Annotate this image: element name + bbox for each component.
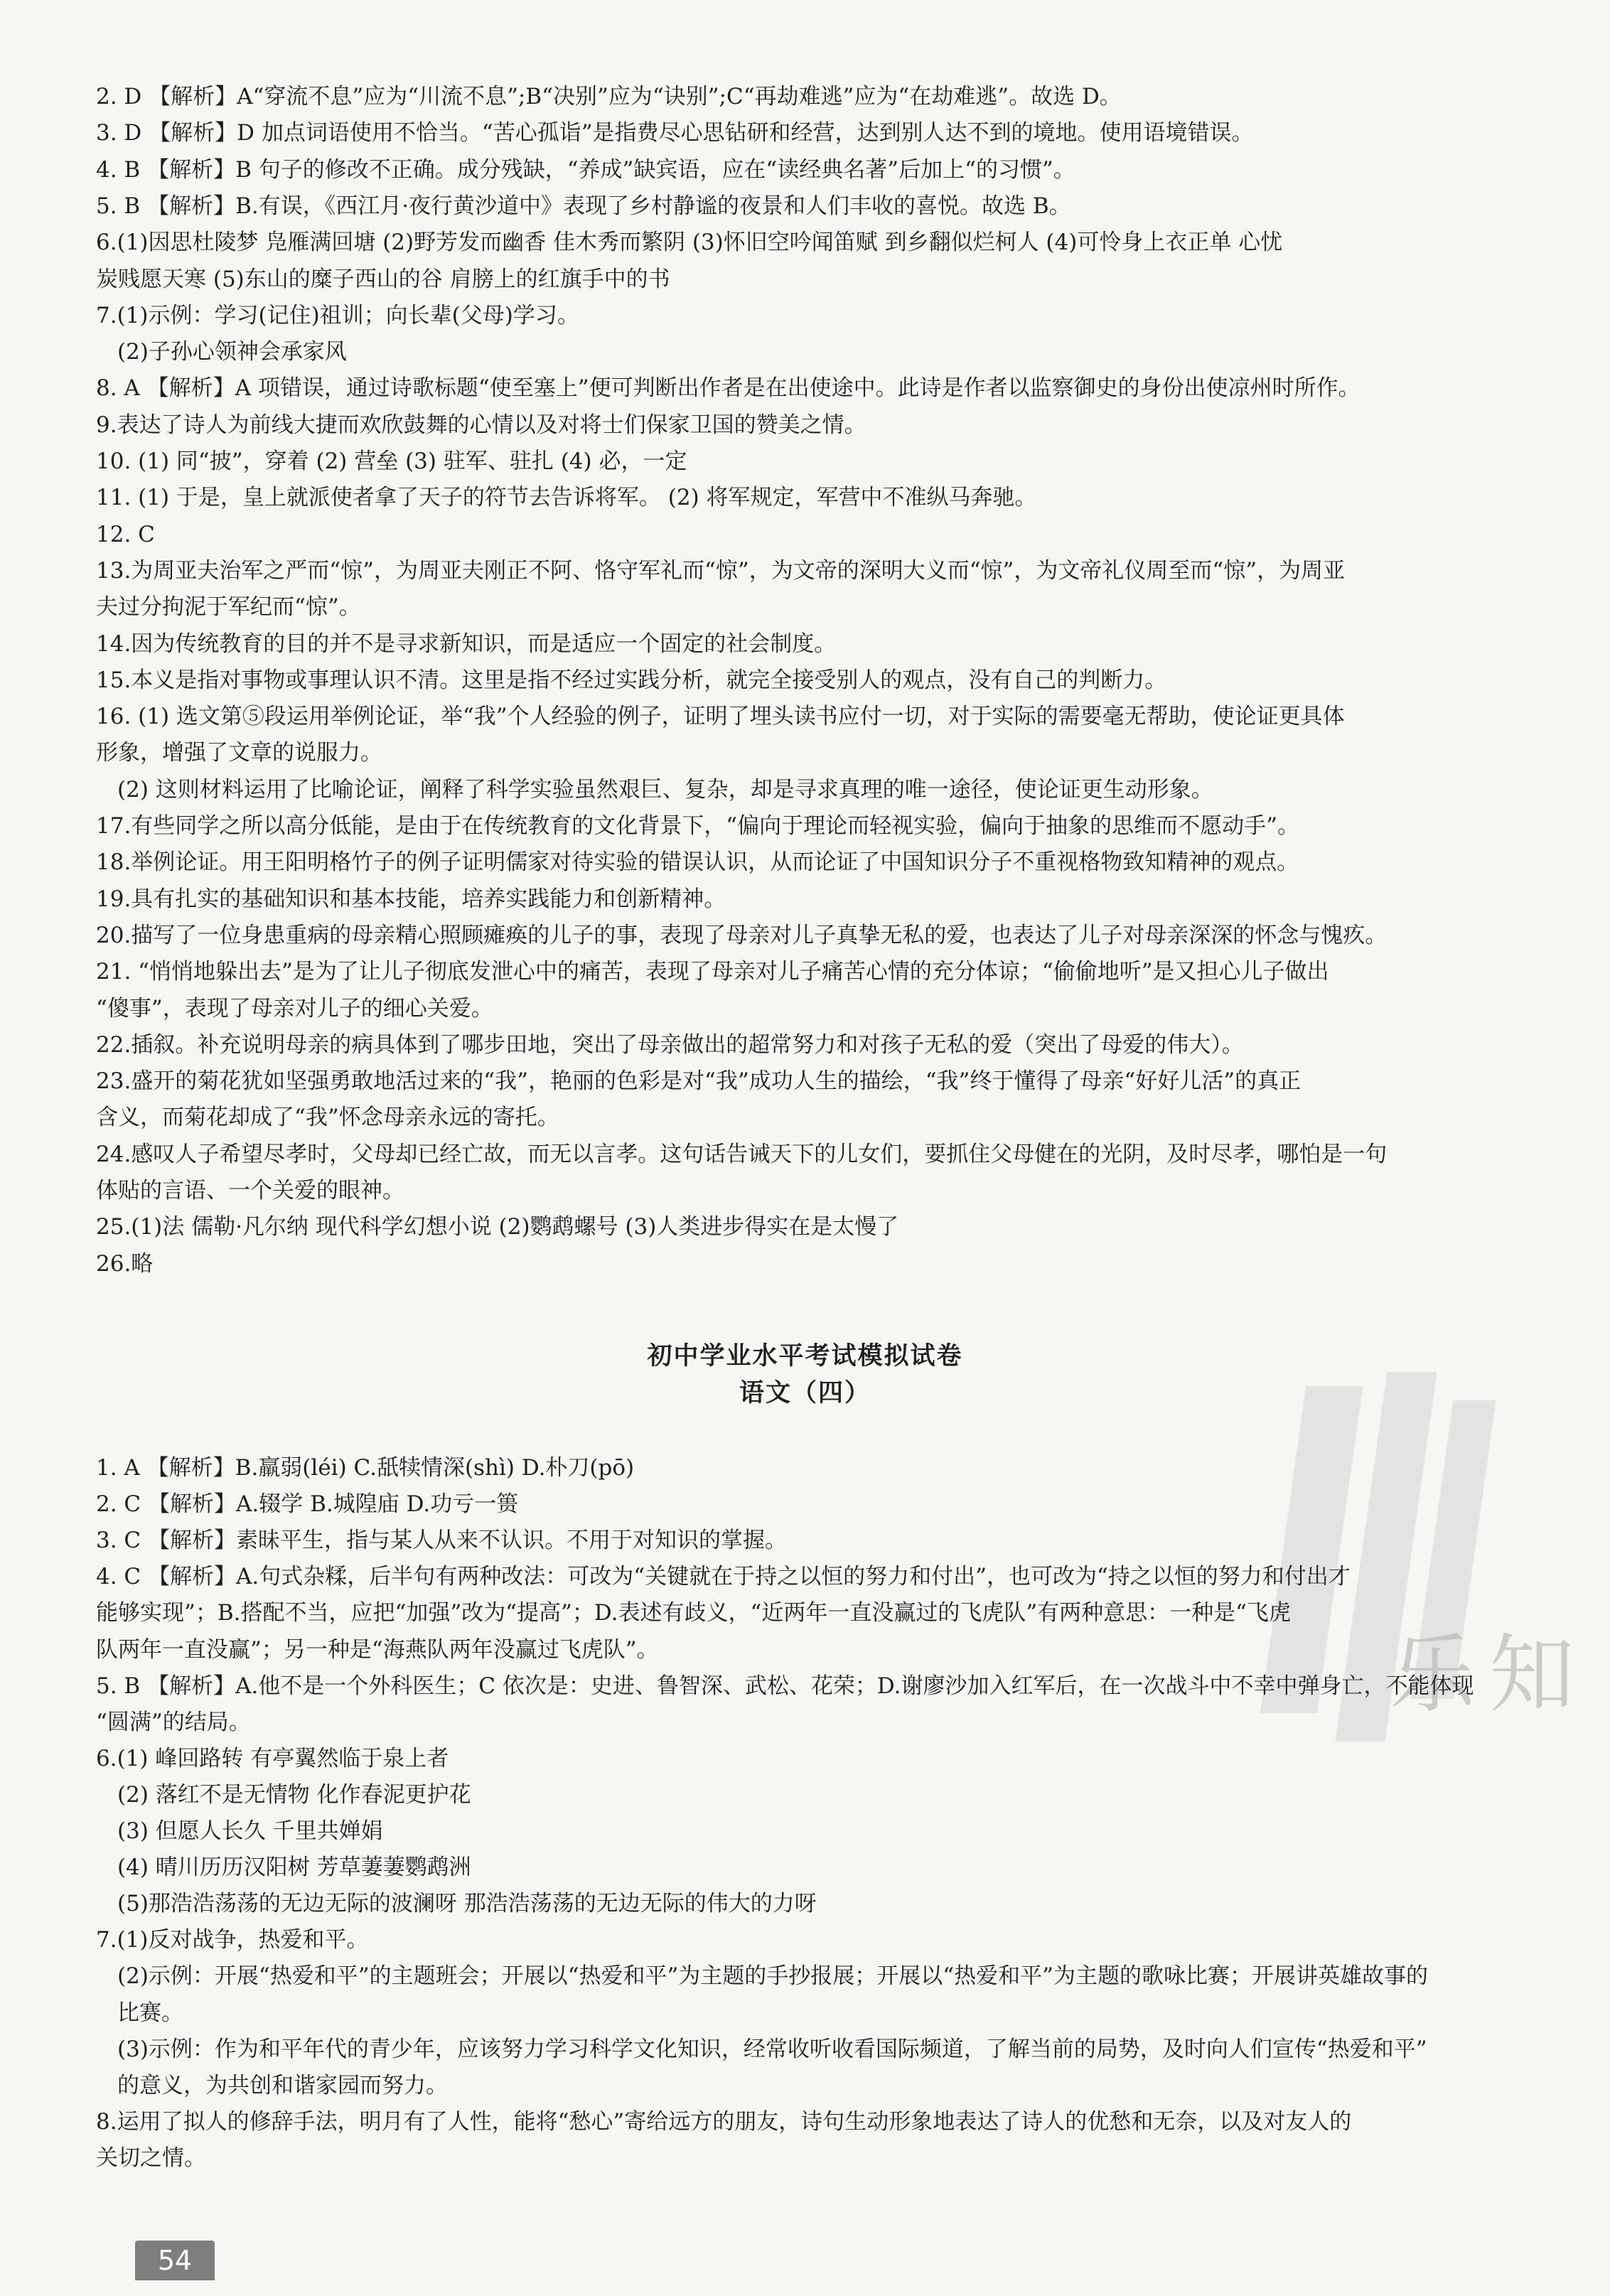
answer-line: 1. A 【解析】B.羸弱(léi) C.舐犊情深(shì) D.朴刀(pō) bbox=[96, 1455, 635, 1481]
answer-line: 17.有些同学之所以高分低能，是由于在传统教育的文化背景下，“偏向于理论而轻视实验，偏向于抽象的思维而不愿动手”。 bbox=[96, 813, 1299, 839]
answer-line: 23.盛开的菊花犹如坚强勇敢地活过来的“我”，艳丽的色彩是对“我”成功人生的描绘，“我”终于懂得了母亲“好好儿活”的真正 bbox=[96, 1068, 1302, 1095]
answer-line: (3) 但愿人长久 千里共婵娟 bbox=[117, 1818, 383, 1844]
answer-line: 3. D 【解析】D 加点词语使用不恰当。“苦心孤诣”是指费尽心思钻研和经营，达到别人达不到的境地。使用语境错误。 bbox=[96, 120, 1254, 146]
answer-line: 2. C 【解析】A.辍学 B.城隍庙 D.功亏一篑 bbox=[96, 1491, 519, 1518]
answer-line: 形象，增强了文章的说服力。 bbox=[96, 740, 382, 766]
answer-line: 9.表达了诗人为前线大捷而欢欣鼓舞的心情以及对将士们保家卫国的赞美之情。 bbox=[96, 412, 866, 438]
answer-line: 11. (1) 于是，皇上就派使者拿了天子的符节去告诉将军。 (2) 将军规定，军营中不准纵马奔驰。 bbox=[96, 485, 1037, 511]
answer-line: 6.(1)因思杜陵梦 凫雁满回塘 (2)野芳发而幽香 佳木秀而繁阴 (3)怀旧空吟闻笛赋 到乡翻似烂柯人 (4)可怜身上衣正单 心忧 bbox=[96, 230, 1283, 256]
answer-line: “傻事”，表现了母亲对儿子的细心关爱。 bbox=[96, 995, 493, 1021]
answer-line: 18.举例论证。用王阳明格竹子的例子证明儒家对待实验的错误认识，从而论证了中国知识分子不重视格物致知精神的观点。 bbox=[96, 849, 1299, 876]
answer-line: (3)示例：作为和平年代的青少年，应该努力学习科学文化知识，经常收听收看国际频道，了解当前的局势，及时向人们宣传“热爱和平” bbox=[117, 2036, 1427, 2062]
answer-line: 6.(1) 峰回路转 有亭翼然临于泉上者 bbox=[96, 1745, 449, 1771]
answer-line: 的意义，为共创和谐家园而努力。 bbox=[117, 2072, 448, 2098]
answer-line: 5. B 【解析】A.他不是一个外科医生；C 依次是：史进、鲁智深、武松、花荣；D.谢廖沙加入红军后，在一次战斗中不幸中弹身亡，不能体现 bbox=[96, 1673, 1474, 1699]
answer-line: 16. (1) 选文第⑤段运用举例论证，举“我”个人经验的例子，证明了埋头读书应付一切，对于实际的需要毫无帮助，使论证更具体 bbox=[96, 704, 1345, 730]
answer-line: 比赛。 bbox=[117, 2000, 183, 2026]
answer-line: 24.感叹人子希望尽孝时，父母却已经亡故，而无以言孝。这句话告诫天下的儿女们，要抓住父母健在的光阴，及时尽孝，哪怕是一句 bbox=[96, 1141, 1388, 1167]
page-number: 54 bbox=[135, 2241, 215, 2280]
exam-title: 初中学业水平考试模拟试卷 bbox=[647, 1341, 963, 1370]
answer-line: 夫过分拘泥于军纪而“惊”。 bbox=[96, 594, 361, 621]
answer-line: 含义，而菊花却成了“我”怀念母亲永远的寄托。 bbox=[96, 1105, 559, 1131]
answer-line: (2) 落红不是无情物 化作春泥更护花 bbox=[117, 1781, 471, 1808]
answer-line: 3. C 【解析】素昧平生，指与某人从来不认识。不用于对知识的掌握。 bbox=[96, 1528, 788, 1554]
answer-line: 22.插叙。补充说明母亲的病具体到了哪步田地，突出了母亲做出的超常努力和对孩子无私的爱（突出了母爱的伟大）。 bbox=[96, 1031, 1244, 1058]
answer-line: (5)那浩浩荡荡的无边无际的波澜呀 那浩浩荡荡的无边无际的伟大的力呀 bbox=[117, 1891, 817, 1917]
answer-line: 13.为周亚夫治军之严而“惊”，为周亚夫刚正不阿、恪守军礼而“惊”，为文帝的深明大义而“惊”，为文帝礼仪周至而“惊”，为周亚 bbox=[96, 557, 1346, 584]
watermark-logo-text: 乐知 bbox=[1390, 1626, 1589, 1724]
answer-line: 4. C 【解析】A.句式杂糅，后半句有两种改法：可改为“关键就在于持之以恒的努力和付出”，也可改为“持之以恒的努力和付出才 bbox=[96, 1564, 1351, 1590]
answer-line: 关切之情。 bbox=[96, 2145, 206, 2171]
answer-line: (2) 这则材料运用了比喻论证，阐释了科学实验虽然艰巨、复杂，却是寻求真理的唯一途径，使论证更生动形象。 bbox=[117, 776, 1213, 803]
answer-line: 20.描写了一位身患重病的母亲精心照顾瘫痪的儿子的事，表现了母亲对儿子真挚无私的爱，也表达了儿子对母亲深深的怀念与愧疚。 bbox=[96, 922, 1388, 948]
exam-subtitle: 语文（四） bbox=[739, 1378, 871, 1407]
answer-line: 10. (1) 同“披”，穿着 (2) 营垒 (3) 驻军、驻扎 (4) 必，一定 bbox=[96, 449, 687, 474]
answer-line: 炭贱愿天寒 (5)东山的糜子西山的谷 肩膀上的红旗手中的书 bbox=[96, 266, 670, 292]
answer-line: 能够实现”；B.搭配不当，应把“加强”改为“提高”；D.表述有歧义，“近两年一直没赢过的飞虎队”有两种意思：一种是“飞虎 bbox=[96, 1600, 1292, 1626]
answer-line: 2. D 【解析】A“穿流不息”应为“川流不息”;B“决别”应为“诀别”;C“再劫难逃”应为“在劫难逃”。故选 D。 bbox=[96, 84, 1122, 109]
answer-line: 体贴的言语、一个关爱的眼神。 bbox=[96, 1178, 404, 1203]
answer-line: 8.运用了拟人的修辞手法，明月有了人性，能将“愁心”寄给远方的朋友，诗句生动形象地表达了诗人的优愁和无奈，以及对友人的 bbox=[96, 2108, 1352, 2135]
answer-line: 8. A 【解析】A 项错误，通过诗歌标题“使至塞上”便可判断出作者是在出使途中。此诗是作者以监察御史的身份出使凉州时所作。 bbox=[96, 375, 1361, 402]
answer-line: 25.(1)法 儒勒·凡尔纳 现代科学幻想小说 (2)鹦鹉螺号 (3)人类进步得实在是太慢了 bbox=[96, 1214, 899, 1240]
answer-line: 队两年一直没赢”；另一种是“海燕队两年没赢过飞虎队”。 bbox=[96, 1636, 659, 1663]
answer-line: (2)子孙心领神会承家风 bbox=[117, 339, 347, 365]
answer-line: 12. C bbox=[96, 521, 155, 547]
answer-line: 19.具有扎实的基础知识和基本技能，培养实践能力和创新精神。 bbox=[96, 886, 726, 912]
answer-line: 7.(1)示例：学习(记住)祖训；向长辈(父母)学习。 bbox=[96, 302, 579, 328]
answer-line: “圆满”的结局。 bbox=[96, 1709, 251, 1735]
answer-line: 14.因为传统教育的目的并不是寻求新知识，而是适应一个固定的社会制度。 bbox=[96, 631, 837, 657]
answer-line: (2)示例：开展“热爱和平”的主题班会；开展以“热爱和平”为主题的手抄报展；开展以“热爱和平”为主题的歌咏比赛；开展讲英雄故事的 bbox=[117, 1963, 1428, 1990]
answer-line: 4. B 【解析】B 句子的修改不正确。成分残缺，“养成”缺宾语，应在“读经典名著”后加上“的习惯”。 bbox=[96, 156, 1075, 183]
answer-line: 7.(1)反对战争，热爱和平。 bbox=[96, 1927, 369, 1953]
answer-line: 15.本义是指对事物或事理认识不清。这里是指不经过实践分析，就完全接受别人的观点，没有自己的判断力。 bbox=[96, 667, 1167, 693]
answer-line: 26.略 bbox=[96, 1250, 154, 1277]
answer-line: 21. “悄悄地躲出去”是为了让儿子彻底发泄心中的痛苦，表现了母亲对儿子痛苦心情的充分体谅；“偷偷地听”是又担心儿子做出 bbox=[96, 959, 1329, 985]
answer-line: (4) 晴川历历汉阳树 芳草萋萋鹦鹉洲 bbox=[117, 1855, 471, 1881]
answer-line: 5. B 【解析】B.有误，《西江月·夜行黄沙道中》表现了乡村静谧的夜景和人们丰收的喜悦。故选 B。 bbox=[96, 193, 1071, 219]
